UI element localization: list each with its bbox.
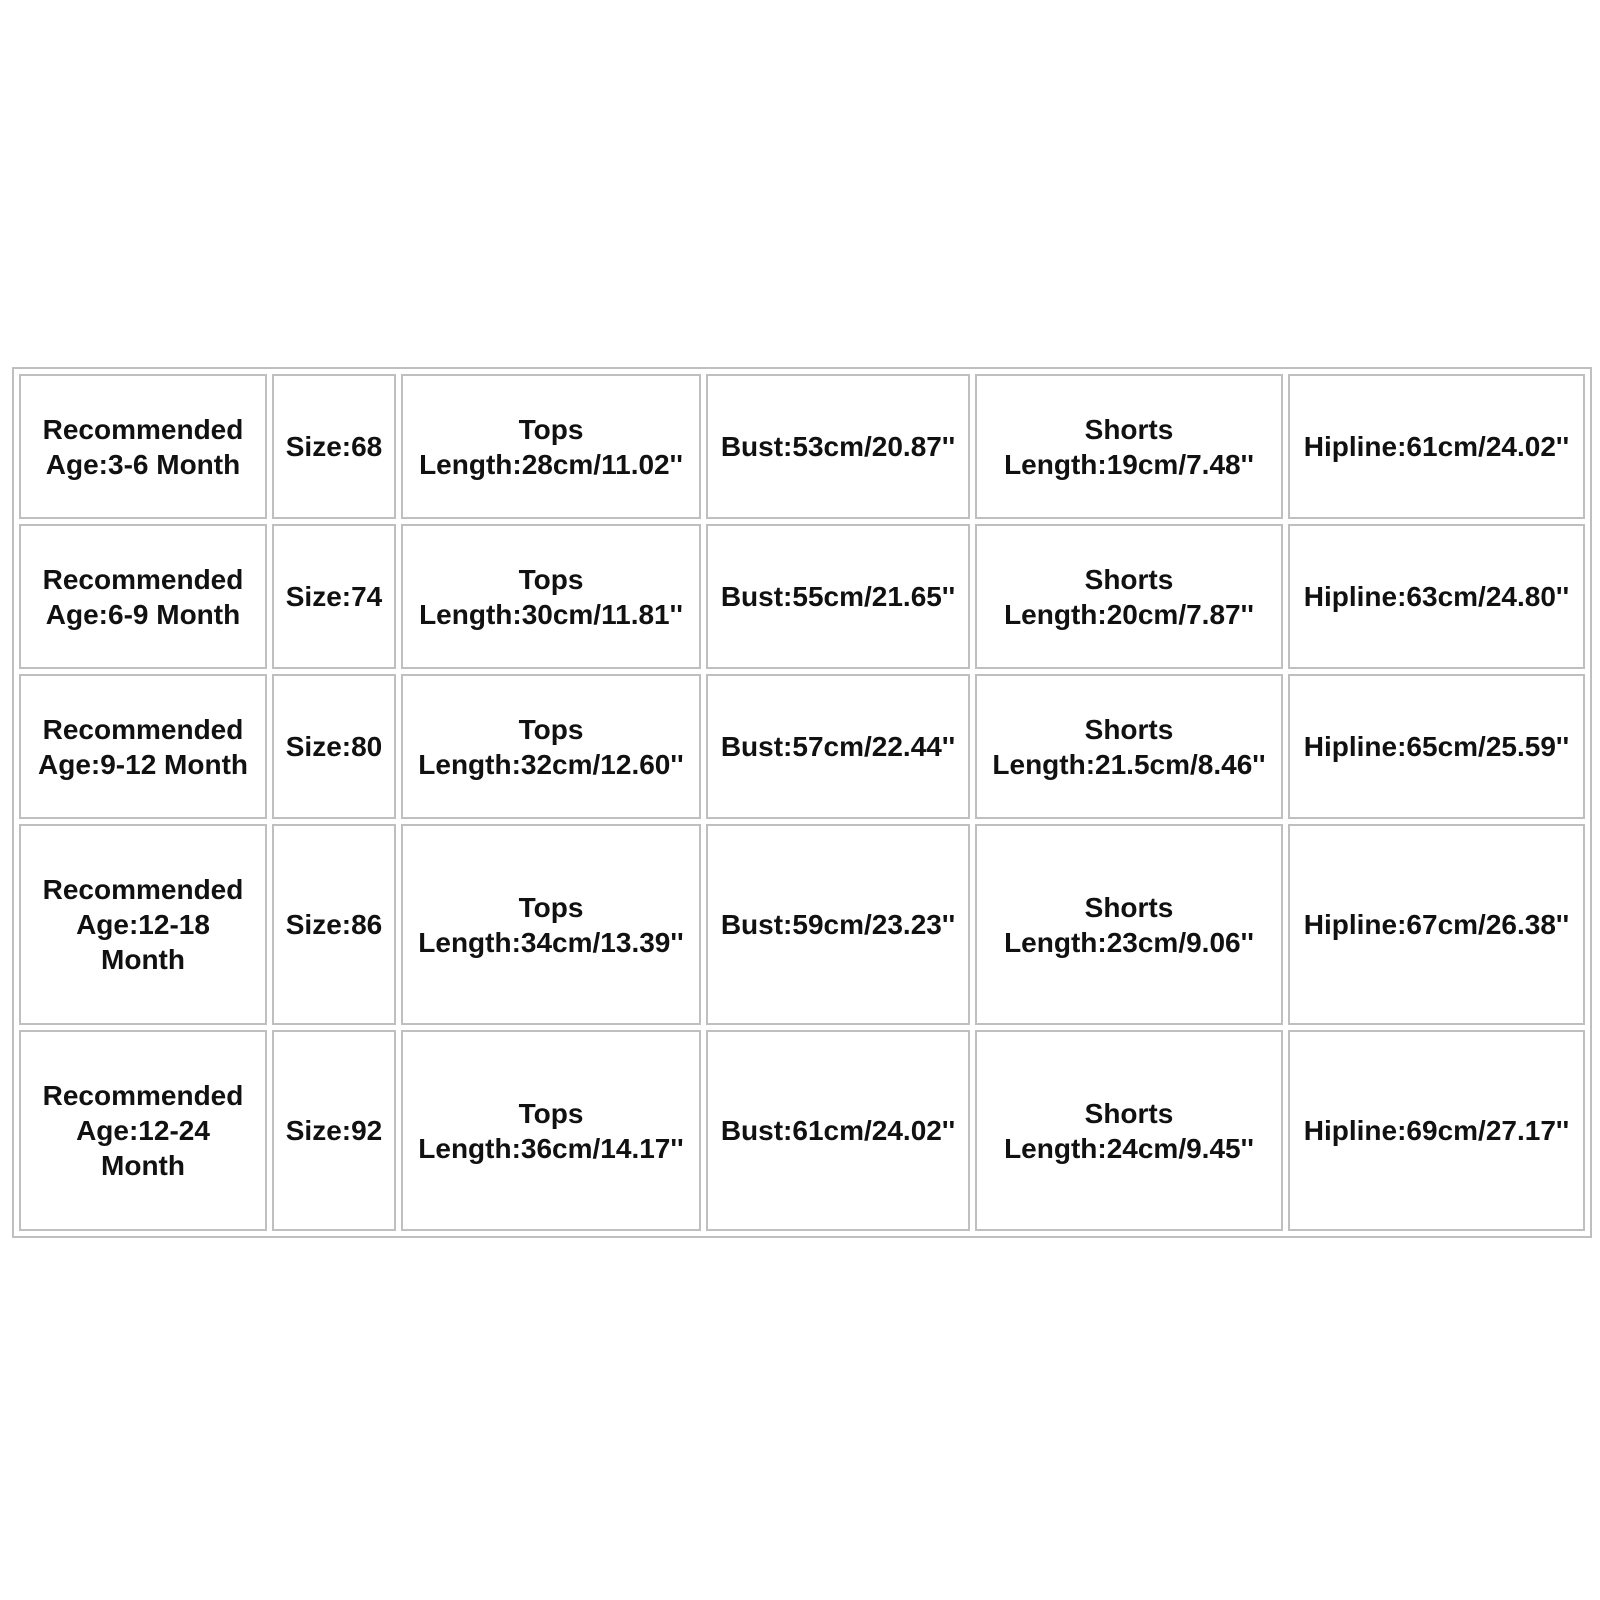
table-row — [19, 674, 1585, 819]
shorts-length-cell: Shorts Length:20cm/7.87'' — [975, 524, 1283, 669]
hipline-cell: Hipline:61cm/24.02'' — [1288, 374, 1585, 519]
table-row — [19, 1030, 1585, 1231]
hipline-cell: Hipline:63cm/24.80'' — [1288, 524, 1585, 669]
size-cell: Size:80 — [272, 674, 396, 819]
tops-length-cell: Tops Length:28cm/11.02'' — [401, 374, 701, 519]
age-cell: Recommended Age:12-24 Month — [19, 1030, 267, 1231]
size-cell: Size:86 — [272, 824, 396, 1025]
hipline-cell: Hipline:65cm/25.59'' — [1288, 674, 1585, 819]
bust-cell: Bust:59cm/23.23'' — [706, 824, 970, 1025]
shorts-length-cell: Shorts Length:24cm/9.45'' — [975, 1030, 1283, 1231]
tops-length-cell: Tops Length:30cm/11.81'' — [401, 524, 701, 669]
hipline-cell: Hipline:67cm/26.38'' — [1288, 824, 1585, 1025]
hipline-cell: Hipline:69cm/27.17'' — [1288, 1030, 1585, 1231]
table-row — [19, 824, 1585, 1025]
table-row — [19, 524, 1585, 669]
age-cell: Recommended Age:9-12 Month — [19, 674, 267, 819]
size-chart-table — [12, 367, 1592, 1238]
tops-length-cell: Tops Length:32cm/12.60'' — [401, 674, 701, 819]
tops-length-cell: Tops Length:36cm/14.17'' — [401, 1030, 701, 1231]
age-cell: Recommended Age:6-9 Month — [19, 524, 267, 669]
bust-cell: Bust:53cm/20.87'' — [706, 374, 970, 519]
table-row — [19, 374, 1585, 519]
shorts-length-cell: Shorts Length:19cm/7.48'' — [975, 374, 1283, 519]
bust-cell: Bust:61cm/24.02'' — [706, 1030, 970, 1231]
shorts-length-cell: Shorts Length:21.5cm/8.46'' — [975, 674, 1283, 819]
age-cell: Recommended Age:3-6 Month — [19, 374, 267, 519]
size-cell: Size:68 — [272, 374, 396, 519]
age-cell: Recommended Age:12-18 Month — [19, 824, 267, 1025]
tops-length-cell: Tops Length:34cm/13.39'' — [401, 824, 701, 1025]
shorts-length-cell: Shorts Length:23cm/9.06'' — [975, 824, 1283, 1025]
bust-cell: Bust:55cm/21.65'' — [706, 524, 970, 669]
bust-cell: Bust:57cm/22.44'' — [706, 674, 970, 819]
size-cell: Size:92 — [272, 1030, 396, 1231]
size-cell: Size:74 — [272, 524, 396, 669]
